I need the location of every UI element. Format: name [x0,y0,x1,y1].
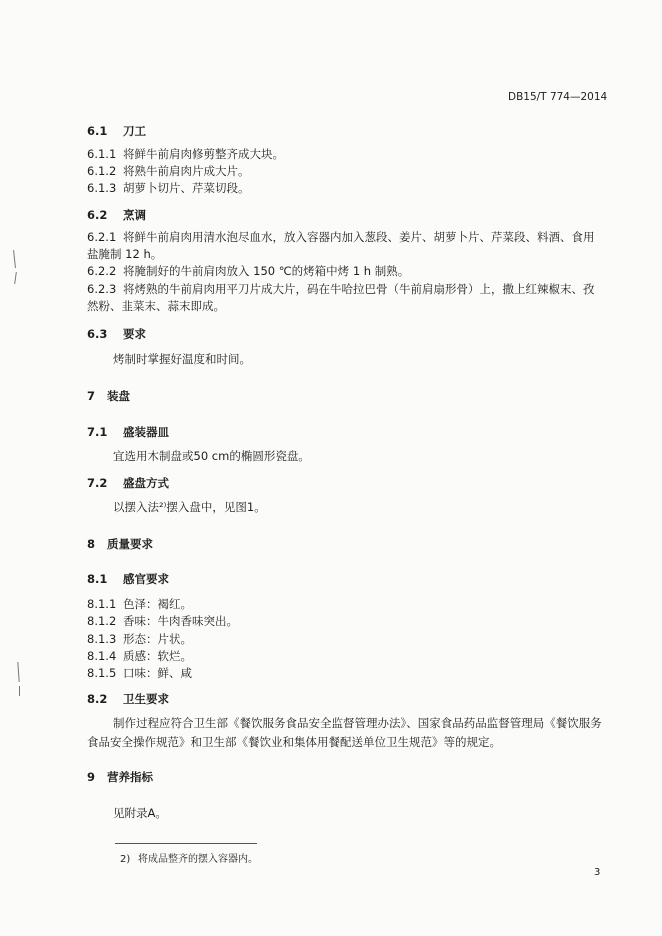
clause-text: 质感：软烂。 [123,649,192,663]
section-8-2-text-line1: 制作过程应符合卫生部《餐饮服务食品安全监督管理办法》、国家食品药品监督管理局《餐饮服务 [113,716,602,730]
section-title: 装盘 [107,389,130,403]
section-9-text: 见附录A。 [113,806,167,820]
section-8-2-text-line2: 食品安全操作规范》和卫生部《餐饮业和集体用餐配送单位卫生规范》等的规定。 [87,735,501,749]
section-number: 7.2 [87,476,108,490]
clause-8-1-1 [87,597,192,611]
clause-6-2-1-line1 [87,230,595,244]
clause-number: 6.2.3 [87,282,117,296]
footnote-text: 将成品整齐的摆入容器内。 [138,854,258,865]
clause-number: 6.1.3 [87,181,117,195]
clause-number: 8.1.2 [87,614,117,628]
section-6-1-heading [87,124,146,138]
section-title: 感官要求 [123,572,169,586]
section-9-heading [87,770,153,784]
document-code-header: DB15/T 774—2014 [508,91,608,103]
section-title: 营养指标 [107,770,153,784]
clause-number: 8.1.1 [87,597,117,611]
clause-8-1-2 [87,614,238,628]
section-7-2-text: 以摆入法²⁾摆入盘中，见图1。 [113,500,266,514]
section-title: 刀工 [123,124,146,138]
clause-6-1-2 [87,164,250,178]
clause-text: 将熟牛前肩肉片成大片。 [123,164,250,178]
section-7-1-heading [87,425,169,439]
clause-text: 形态：片状。 [123,632,192,646]
clause-number: 8.1.5 [87,666,117,680]
section-number: 6.3 [87,327,108,341]
clause-text: 口味：鲜、咸 [123,666,192,680]
section-title: 质量要求 [107,537,153,551]
clause-6-2-3-line1 [87,282,595,296]
footnote [120,853,258,867]
clause-number: 6.2.2 [87,264,117,278]
clause-6-2-1-line2: 盐腌制 12 h。 [87,247,163,261]
section-number: 7.1 [87,425,108,439]
section-number: 6.1 [87,124,108,138]
clause-8-1-3 [87,632,192,646]
section-title: 盛盘方式 [123,476,169,490]
clause-number: 6.2.1 [87,230,117,244]
clause-6-2-2 [87,264,409,278]
clause-6-1-1 [87,147,284,161]
section-number: 8.2 [87,692,108,706]
section-6-3-text: 烤制时掌握好温度和时间。 [113,352,251,366]
clause-number: 8.1.4 [87,649,117,663]
clause-number: 6.1.1 [87,147,117,161]
section-7-heading [87,389,130,403]
section-title: 要求 [123,327,146,341]
section-number: 8.1 [87,572,108,586]
clause-text: 将鲜牛前肩肉用清水泡尽血水，放入容器内加入葱段、姜片、胡萝卜片、芹菜段、料酒、食用 [123,230,595,244]
section-7-1-text: 宜选用木制盘或50 cm的椭圆形瓷盘。 [113,449,310,463]
section-title: 烹调 [123,208,146,222]
scan-mark [17,662,19,682]
clause-number: 6.1.2 [87,164,117,178]
clause-text: 香味：牛肉香味突出。 [123,614,238,628]
section-8-1-heading [87,572,169,586]
section-6-2-heading [87,208,146,222]
section-8-2-heading [87,692,169,706]
section-7-2-heading [87,476,169,490]
section-number: 7 [87,389,96,403]
clause-text: 胡萝卜切片、芹菜切段。 [123,181,250,195]
clause-text: 将腌制好的牛前肩肉放入 150 ℃的烤箱中烤 1 h 制熟。 [123,264,410,278]
section-number: 8 [87,537,96,551]
section-title: 卫生要求 [123,692,169,706]
section-8-heading [87,537,153,551]
section-number: 9 [87,770,96,784]
clause-8-1-4 [87,649,192,663]
scan-mark [13,250,16,268]
clause-text: 将烤熟的牛前肩肉用平刀片成大片，码在牛哈拉巴骨（牛前肩扇形骨）上，撒上红辣椒末、孜 [123,282,595,296]
clause-number: 8.1.3 [87,632,117,646]
section-title: 盛装器皿 [123,425,169,439]
footnote-separator [115,843,257,844]
clause-6-2-3-line2: 然粉、韭菜末、蒜末即成。 [87,299,225,313]
section-6-3-heading [87,327,146,341]
scan-mark [14,272,17,284]
clause-8-1-5 [87,666,192,680]
page-number: 3 [594,867,601,878]
footnote-number: 2) [120,854,131,865]
clause-text: 将鲜牛前肩肉修剪整齐成大块。 [123,147,284,161]
scan-mark [19,686,20,696]
section-number: 6.2 [87,208,108,222]
clause-text: 色泽：褐红。 [123,597,192,611]
clause-6-1-3 [87,181,250,195]
